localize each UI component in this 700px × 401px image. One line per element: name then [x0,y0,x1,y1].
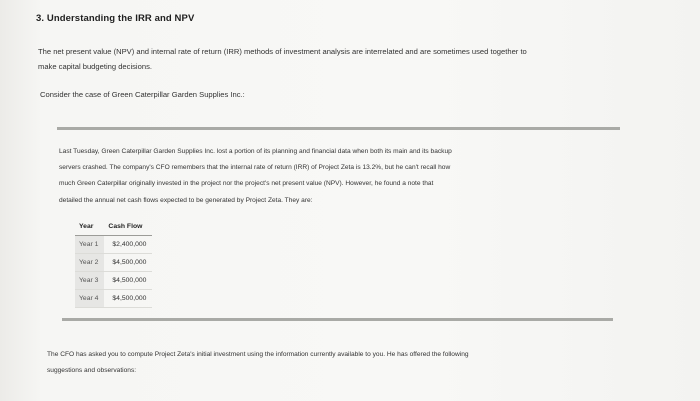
question-heading: 3. Understanding the IRR and NPV [36,13,195,24]
case-line-3: much Green Caterpillar originally invested in the project nor the project's net present value (NPV). However, he found a note that [59,180,434,188]
consider-line: Consider the case of Green Caterpillar Garden Supplies Inc.: [40,90,245,99]
case-paragraph [59,144,619,209]
followup-line-2: suggestions and observations: [47,367,137,374]
top-divider [57,127,620,130]
intro-paragraph [38,44,658,74]
bottom-divider [62,318,613,321]
followup-paragraph [47,347,647,379]
case-line-4: detailed the annual net cash flows expected to be generated by Project Zeta. They are: [59,196,313,204]
cell-cash-flow: $4,500,000 [104,254,152,272]
case-line-2: servers crashed. The company's CFO remembers that the internal rate of return (IRR) of Project Zeta is 13.2%, but he can't recall how [59,164,451,172]
table-row [75,272,152,290]
cell-year: Year 3 [75,272,104,290]
cell-cash-flow: $2,400,000 [104,236,152,254]
table-header-row [75,218,152,236]
table-row [75,236,152,254]
cash-flow-table [75,218,152,308]
intro-line-2: make capital budgeting decisions. [38,62,152,71]
header-cash-flow: Cash Flow [104,218,152,236]
intro-line-1: The net present value (NPV) and internal rate of return (IRR) methods of investment analysis are interrelated and are sometimes used together to [38,47,527,56]
table-row [75,254,152,272]
cell-year: Year 4 [75,290,104,308]
cell-cash-flow: $4,500,000 [104,290,152,308]
cell-cash-flow: $4,500,000 [104,272,152,290]
table-row [75,290,152,308]
cell-year: Year 1 [75,236,104,254]
header-year: Year [75,218,104,236]
case-line-1: Last Tuesday, Green Caterpillar Garden Supplies Inc. lost a portion of its planning and financial data when both its main and its backup [59,148,452,155]
cell-year: Year 2 [75,254,104,272]
followup-line-1: The CFO has asked you to compute Project Zeta's initial investment using the information currently available to you. He has offered the following [47,351,469,358]
